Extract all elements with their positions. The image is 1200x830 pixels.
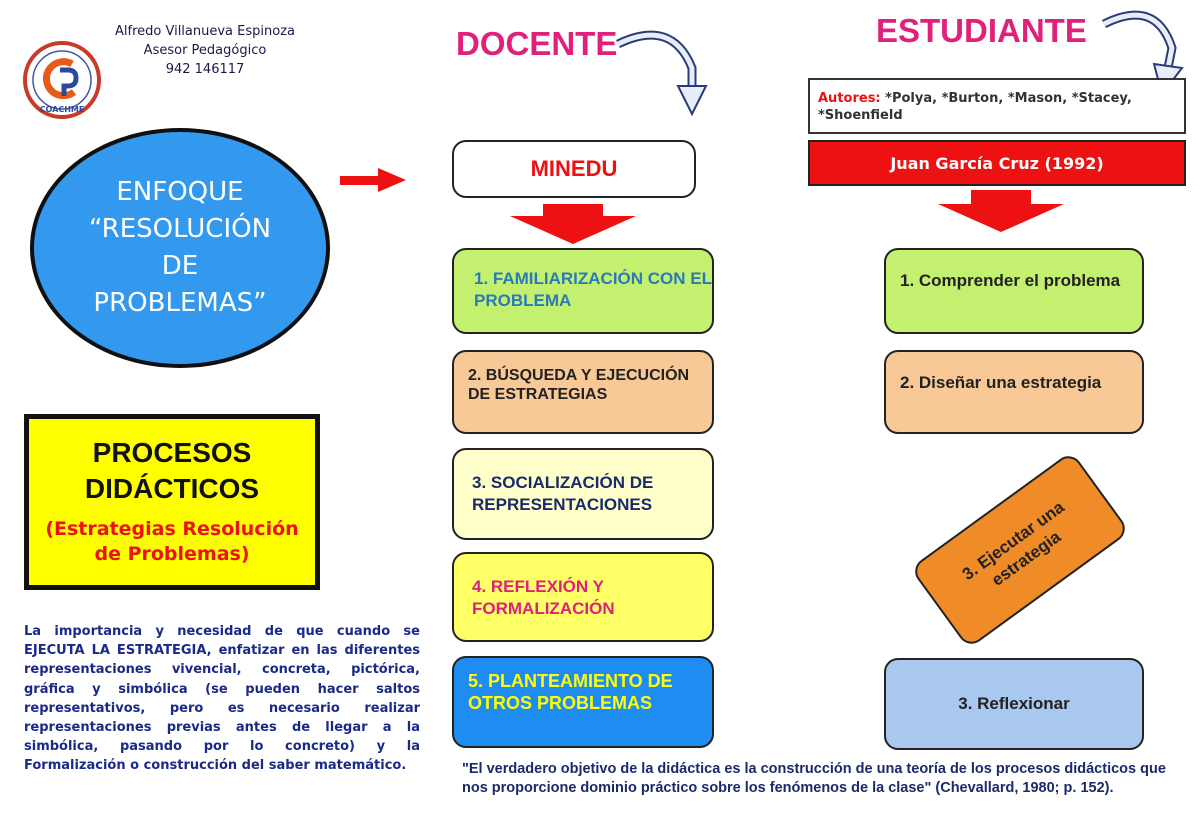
circle-line: “RESOLUCIÓN bbox=[88, 214, 272, 244]
box-subtitle-line: (Estrategias Resolución bbox=[45, 518, 299, 540]
docente-step-1: 1. FAMILIARIZACIÓN CON EL PROBLEMA bbox=[452, 248, 714, 334]
garcia-cruz-banner: Juan García Cruz (1992) bbox=[808, 140, 1186, 186]
author-name: Alfredo Villanueva Espinoza bbox=[115, 24, 295, 39]
authors-label: Autores: bbox=[818, 91, 881, 106]
author-role: Asesor Pedagógico bbox=[143, 43, 267, 58]
box-subtitle-line: de Problemas) bbox=[94, 543, 250, 565]
estudiante-step-2: 2. Diseñar una estrategia bbox=[884, 350, 1144, 434]
docente-step-5: 5. PLANTEAMIENTO DE OTROS PROBLEMAS bbox=[452, 656, 714, 748]
box-title-line: PROCESOS bbox=[92, 437, 252, 468]
estudiante-step-3: 3. Ejecutar una estrategia bbox=[910, 451, 1131, 649]
docente-step-4: 4. REFLEXIÓN Y FORMALIZACIÓN bbox=[452, 552, 714, 642]
box-subtitle bbox=[29, 517, 315, 567]
circle-line: ENFOQUE bbox=[116, 177, 244, 207]
box-title bbox=[29, 435, 315, 507]
down-arrow-icon bbox=[510, 204, 636, 244]
coachme-logo bbox=[22, 40, 102, 120]
author-phone: 942 146117 bbox=[165, 62, 245, 77]
estudiante-step-4: 3. Reflexionar bbox=[884, 658, 1144, 750]
importance-note: La importancia y necesidad de que cuando se EJECUTA LA ESTRATEGIA, enfatizar en las diferentes representaciones vivencial, concreta, pictórica, gráfica y simbólica (se pueden hacer saltos representativos, pero es necesario realizar representaciones previas antes de llegar a la simbólica, pasando por lo concreto) y la Formalización o construcción del saber matemático. bbox=[24, 624, 420, 774]
docente-title: DOCENTE bbox=[456, 25, 618, 62]
authors-box bbox=[808, 78, 1186, 134]
docente-step-3: 3. SOCIALIZACIÓN DE REPRESENTACIONES bbox=[452, 448, 714, 540]
chevallard-quote: "El verdadero objetivo de la didáctica es la construcción de una teoría de los procesos didácticos que nos proporcione dominio práctico sobre los fenómenos de la clase" (Chevallard, 1980; p. 152). bbox=[462, 761, 1166, 796]
docente-step-2: 2. BÚSQUEDA Y EJECUCIÓN DE ESTRATEGIAS bbox=[452, 350, 714, 434]
down-arrow-icon bbox=[938, 190, 1064, 232]
estudiante-step-1: 1. Comprender el problema bbox=[884, 248, 1144, 334]
estudiante-title: ESTUDIANTE bbox=[876, 12, 1087, 49]
procesos-didacticos-box bbox=[24, 414, 320, 590]
right-arrow-icon bbox=[340, 168, 406, 192]
box-title-line: DIDÁCTICOS bbox=[84, 473, 260, 504]
author-info bbox=[70, 22, 340, 79]
logo-text: COACHME bbox=[39, 105, 85, 114]
enfoque-circle bbox=[30, 128, 330, 368]
curved-arrow-icon bbox=[612, 18, 708, 118]
minedu-box: MINEDU bbox=[452, 140, 696, 198]
circle-line: DE bbox=[161, 251, 199, 281]
authors-list: *Polya, *Burton, *Mason, *Stacey, *Shoenfield bbox=[818, 91, 1132, 123]
circle-line: PROBLEMAS” bbox=[93, 288, 267, 318]
